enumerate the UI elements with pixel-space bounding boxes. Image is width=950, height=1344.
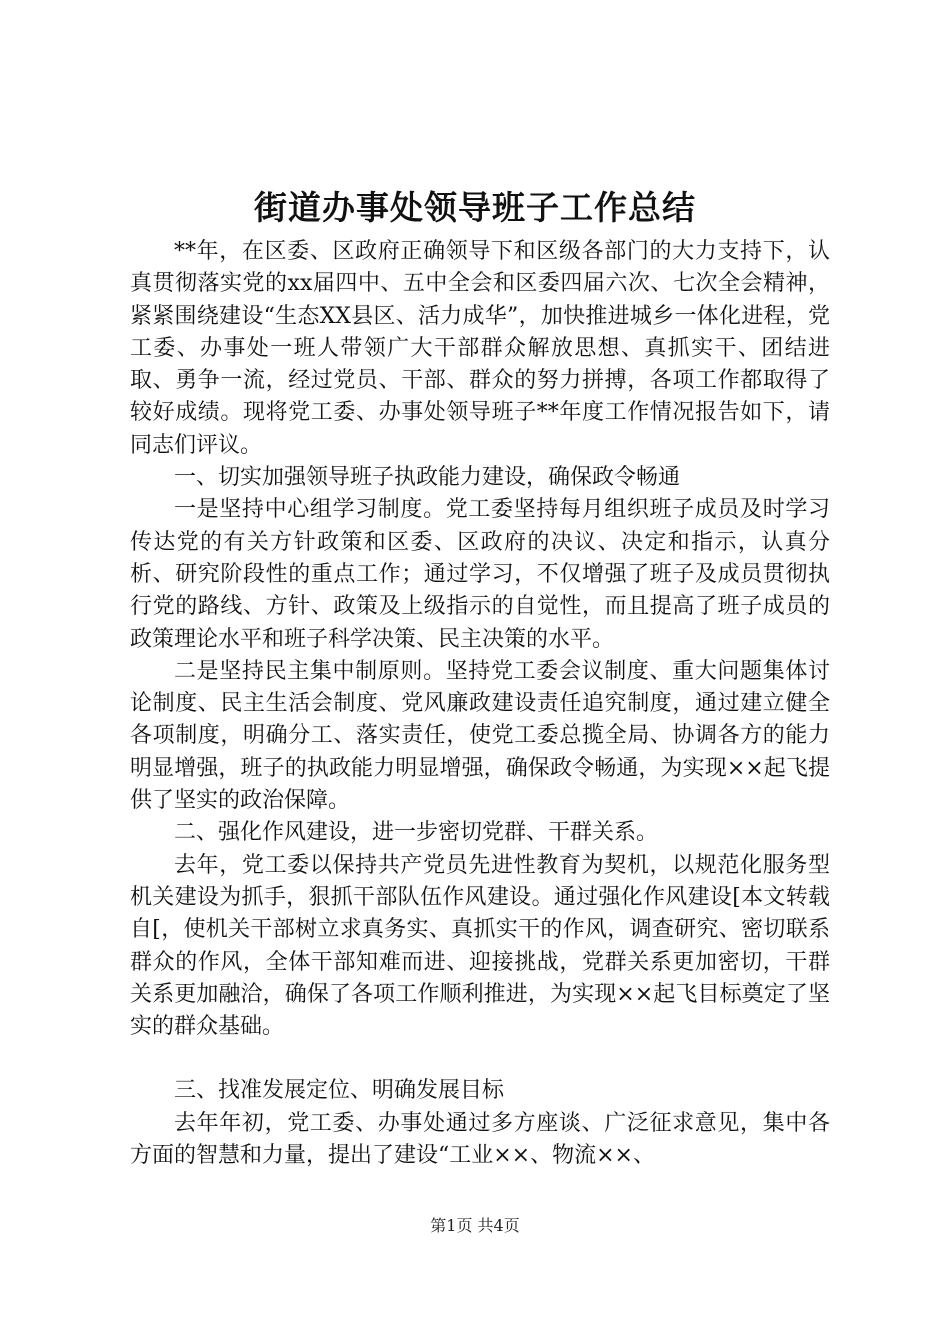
body-paragraph: 二是坚持民主集中制原则。坚持党工委会议制度、重大问题集体讨论制度、民主生活会制度、党风廉政建设责任追究制度，通过建立健全各项制度，明确分工、落实责任，使党工委总揽全局、协调各方的能力明显增强，班子的执政能力明显增强，确保政令畅通，为实现××起飞提供了坚实的政治保障。	[130, 658, 830, 814]
section-heading-3: 三、找准发展定位、明确发展目标	[174, 1078, 505, 1104]
page-number-footer: 第1页 共4页	[430, 1216, 520, 1235]
body-paragraph: 一是坚持中心组学习制度。党工委坚持每月组织班子成员及时学习传达党的有关方针政策和区委、区政府的决议、决定和指示，认真分析、研究阶段性的重点工作；通过学习，不仅增强了班子及成员贯彻执行党的路线、方针、政策及上级指示的自觉性，而且提高了班子成员的政策理论水平和班子科学决策、民主决策的水平。	[130, 497, 830, 652]
section-heading-2: 二、强化作风建设，进一步密切党群、干群关系。	[174, 820, 659, 846]
intro-paragraph: **年，在区委、区政府正确领导下和区级各部门的大力支持下，认真贯彻落实党的xx届四中、五中全会和区委四届六次、七次全会精神，紧紧围绕建设“生态XX县区、活力成华”，加快推进城乡一体化进程，党工委、办事处一班人带领广大干部群众解放思想、真抓实干、团结进取、勇争一流，经过党员、干部、群众的努力拼搏，各项工作都取得了较好成绩。现将党工委、办事处领导班子**年度工作情况报告如下，请同志们评议。	[130, 239, 830, 458]
body-paragraph: 去年，党工委以保持共产党员先进性教育为契机，以规范化服务型机关建设为抓手，狠抓干部队伍作风建设。通过强化作风建设[本文转载自[，使机关干部树立求真务实、真抓实干的作风，调查研究、密切联系群众的作风，全体干部知难而进、迎接挑战，党群关系更加密切，干群关系更加融洽，确保了各项工作顺利推进，为实现××起飞目标奠定了坚实的群众基础。	[130, 852, 830, 1040]
section-heading-1: 一、切实加强领导班子执政能力建设，确保政令畅通	[174, 465, 681, 491]
document-title: 街道办事处领导班子工作总结	[254, 188, 696, 227]
document-body	[130, 236, 830, 1172]
body-paragraph: 去年年初，党工委、办事处通过多方座谈、广泛征求意见，集中各方面的智慧和力量，提出了建设“工业××、物流××、	[130, 1110, 830, 1169]
